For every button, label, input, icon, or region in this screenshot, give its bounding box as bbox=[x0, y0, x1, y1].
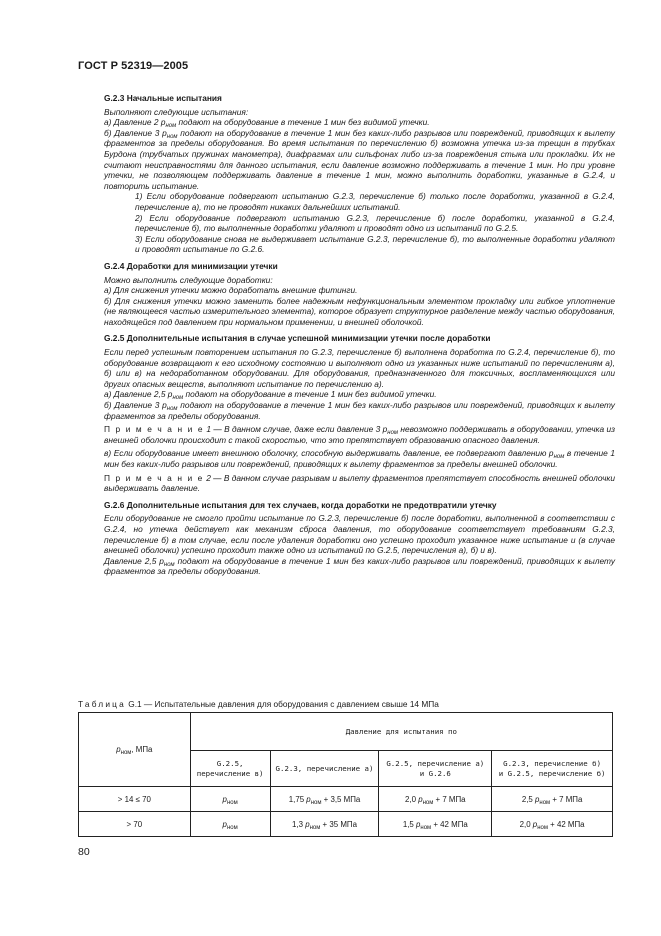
table-header-nominal-pressure: $p_{ном}$, МПа bbox=[79, 713, 191, 787]
paragraph: Можно выполнить следующие доработки: bbox=[104, 274, 273, 285]
table-cell: $p_{ном}$ bbox=[190, 812, 270, 837]
paragraph: Если перед успешным повторением испытания по G.2.3, перечисление б) выполнена доработка по G.2.4, перечисление б), то оборудование возвращают к его исходному состоянию и выполняют одно из указанных ниже испытаний по перечислениям а), б) или в) на недоработанном оборудовании. Для оборудования, предназначенного для токсичных, воспламеняющихся или других опасных веществ, выполняют испытание по перечислению а). bbox=[104, 347, 615, 389]
test-pressure-table bbox=[78, 712, 613, 837]
page-number: 80 bbox=[78, 846, 90, 858]
table-cell: $p_{ном}$ bbox=[190, 787, 270, 812]
table-cell: 2,5 $p_{ном} + 7$ МПа bbox=[492, 787, 613, 812]
paragraph: Давление 2,5 $p_{ном}$ подают на оборудование в течение 1 мин без каких-либо разрывов или повреждений, приводящих к вылету фрагментов за пределы оборудования. bbox=[104, 555, 615, 577]
table-cell: 1,5 $p_{ном} + 42$ МПа bbox=[379, 812, 492, 837]
list-item: а) Давление 2,5 $p_{ном}$ подают на оборудование в течение 1 мин без видимой утечки. bbox=[104, 389, 437, 402]
table-cell: 2,0 $p_{ном} + 42$ МПа bbox=[492, 812, 613, 837]
table-cell: > 70 bbox=[79, 812, 191, 837]
section-heading-g24: G.2.4 Доработки для минимизации утечки bbox=[104, 260, 278, 271]
section-heading-g26: G.2.6 Дополнительные испытания для тех случаев, когда доработки не предотвратили утечку bbox=[104, 499, 497, 510]
section-heading-g23: G.2.3 Начальные испытания bbox=[104, 93, 222, 103]
document-body bbox=[78, 93, 615, 577]
table-column-header: G.2.3, перечисление б) и G.2.5, перечисление б) bbox=[492, 751, 613, 787]
list-item: 2) Если оборудование подвергают испытанию G.2.3, перечисление б) после доработки, указанной в G.2.4, перечисление б), то выполненные доработки удаляют и проводят одно из испытаний по G.2.5. bbox=[135, 212, 615, 234]
table-column-header: G.2.5, перечисление а) и G.2.6 bbox=[379, 751, 492, 787]
section-heading-g25: G.2.5 Дополнительные испытания в случае успешной минимизации утечки после доработки bbox=[104, 333, 491, 344]
list-item: в) Если оборудование имеет внешнюю оболочку, способную выдерживать давление, ее подвергают давлению $p_{ном}$ в течение 1 мин без каких-либо разрывов или повреждений, приводящих к вылету фрагментов за пределы внешней оболочки. bbox=[104, 448, 615, 469]
note: П р и м е ч а н и е 2 — В данном случае разрывам и вылету фрагментов препятствует способность внешней оболочки выдерживать давление. bbox=[104, 472, 615, 494]
table-caption: Таблица G.1 — Испытательные давления для оборудования с давлением свыше 14 МПа bbox=[78, 699, 439, 709]
table-group-header: Давление для испытания по bbox=[190, 713, 612, 751]
table-column-header: G.2.3, перечисление а) bbox=[270, 751, 379, 787]
paragraph: Выполняют следующие испытания: bbox=[104, 106, 249, 117]
table-row bbox=[79, 812, 613, 837]
table-cell: 1,75 $p_{ном} + 3,5$ МПа bbox=[270, 787, 379, 812]
list-item: а) Для снижения утечки можно доработать внешние фитинги. bbox=[104, 285, 358, 296]
list-item: б) Давление 3 $p_{ном}$ подают на оборудование в течение 1 мин без каких-либо разрывов или повреждений, приводящих к вылету фрагментов за пределы оборудования. bbox=[104, 400, 615, 421]
document-header: ГОСТ Р 52319—2005 bbox=[78, 60, 189, 72]
paragraph: Если оборудование не смогло пройти испытание по G.2.3, перечисление б) после доработки, выполненной в соответствии с G.2.4, но утечка действует как механизм сброса давления, то оборудование соответствует требованиям G.2.3, перечисление б) в том случае, если после удаления доработки оно успешно проходит указанное ниже испытание и (в случае внешней оболочки) успешно проходит также одно из испытаний по G.2.5, перечисления а), б) и в). bbox=[104, 513, 615, 556]
list-item: 3) Если оборудование снова не выдерживает испытание G.2.3, перечисление б), то выполненные доработки удаляют и проводят испытание по G.2.6. bbox=[135, 233, 615, 255]
note: П р и м е ч а н и е 1 — В данном случае, даже если давление 3 $p_{ном}$ невозможно поддерживать в оборудовании, утечка из внешней оболочки происходит с такой скоростью, что это препятствует образованию опасного давления. bbox=[104, 424, 615, 445]
table-cell: 2,0 $p_{ном} + 7$ МПа bbox=[379, 787, 492, 812]
table-column-header: G.2.5, перечисление в) bbox=[190, 751, 270, 787]
table-row bbox=[79, 787, 613, 812]
list-item: б) Для снижения утечки можно заменить более надежным нефункциональным элементом прокладку или гибкое уплотнение (не являющееся частью измерительного элемента), которое образует структурное разделение между частью оборудования, находящейся под давлением при нормальном применении, и внешней оболочкой. bbox=[104, 295, 615, 327]
list-item: а) Давление 2 $p_{ном}$ подают на оборудование в течение 1 мин без видимой утечки. bbox=[104, 117, 430, 130]
table-cell: 1,3 $p_{ном} + 35$ МПа bbox=[270, 812, 379, 837]
list-item: б) Давление 3 $p_{ном}$ подают на оборудование в течение 1 мин без каких-либо разрывов или повреждений, приводящих к вылету фрагментов за пределы оборудования. Во время испытания по перечислению б) возможна утечка из-за трещин в трубках Бурдона (трубчатых пружинах манометра), диафрагмах или сильфонах либо из-за повреждения стыка или прокладки. Их не считают неисправностями для данного испытания, если давление возможно поддерживать в течение 1 мин. Но при уровне утечки, не позволяющем поддерживать давление в течение 1 мин, можно выполнить доработки, указанные в G.2.4, и повторить испытание. bbox=[104, 127, 615, 191]
list-item: 1) Если оборудование подвергают испытанию G.2.3, перечисление б) только после доработки, указанной в G.2.4, перечисление а), то не проводят никаких дальнейших испытаний. bbox=[135, 191, 615, 212]
table-cell: > 14 ≤ 70 bbox=[79, 787, 191, 812]
